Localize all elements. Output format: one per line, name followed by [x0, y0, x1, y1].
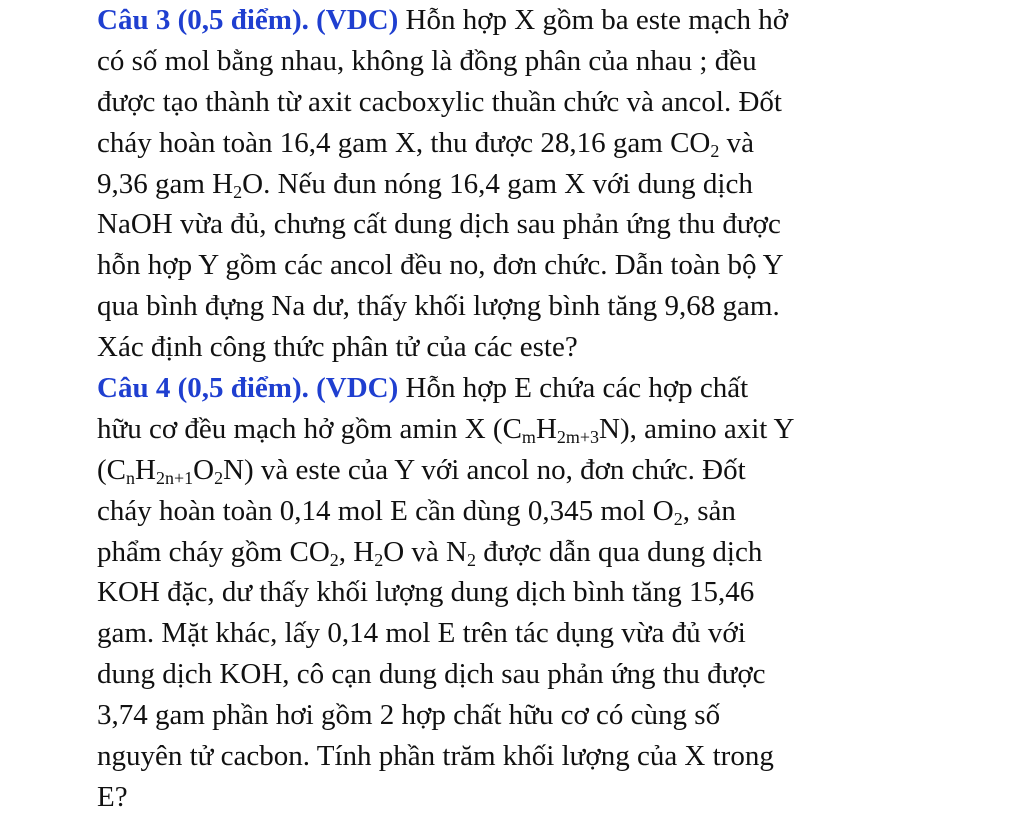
question-3	[97, 0, 912, 368]
document-page	[97, 0, 912, 818]
q3-text-1: Hỗn hợp X gồm ba este mạch hở	[398, 4, 789, 36]
q4-text-5b: , H	[338, 535, 375, 568]
q4-text-4a: cháy hoàn toàn 0,14 mol E cần dùng 0,345 mol O	[97, 494, 674, 527]
q3-line-7: hỗn hợp Y gồm các ancol đều no, đơn chức. Dẫn toàn bộ Y	[97, 249, 784, 282]
q4-text-1: Hỗn hợp E chứa các hợp chất	[398, 372, 749, 405]
subscript: 2n+1	[155, 467, 194, 488]
subscript: 2	[214, 467, 224, 488]
q4-text-2b: H	[535, 412, 557, 445]
q4-text-3b: H	[135, 453, 156, 486]
q4-text-3a: (C	[97, 453, 126, 486]
q3-line-3: được tạo thành từ axit cacboxylic thuần chức và ancol. Đốt	[97, 85, 782, 118]
q3-line-9: Xác định công thức phân tử của các este?	[97, 331, 578, 364]
q4-text-3d: N) và este của Y với ancol no, đơn chức. Đốt	[223, 453, 746, 486]
q4-text-3c: O	[193, 453, 215, 486]
q4-line-1	[97, 368, 912, 409]
q4-line-7: gam. Mặt khác, lấy 0,14 mol E trên tác dụng vừa đủ với	[97, 617, 746, 650]
q3-line-1	[97, 0, 912, 41]
subscript: m	[521, 426, 536, 447]
q4-line-3	[97, 450, 912, 491]
q4-line-8: dung dịch KOH, cô cạn dung dịch sau phản ứng thu được	[97, 658, 766, 691]
q3-text-5b: O. Nếu đun nóng 16,4 gam X với dung dịch	[242, 167, 753, 200]
q4-line-5	[97, 532, 912, 573]
q4-line-11: E?	[97, 780, 128, 813]
subscript: 2m+3	[556, 426, 600, 447]
q4-heading: Câu 4 (0,5 điểm). (VDC)	[97, 372, 399, 405]
q4-text-5d: được dẫn qua dung dịch	[475, 535, 763, 568]
subscript: 2	[673, 508, 683, 529]
q3-line-8: qua bình đựng Na dư, thấy khối lượng bình tăng 9,68 gam.	[97, 290, 780, 323]
subscript: 2	[233, 181, 243, 202]
q3-text-5a: 9,36 gam H	[97, 167, 234, 200]
q4-text-4b: , sản	[682, 494, 736, 527]
subscript: 2	[329, 549, 339, 570]
q4-line-2	[97, 409, 912, 450]
q4-text-2a: hữu cơ đều mạch hở gồm amin X (C	[97, 412, 522, 445]
q4-line-10: nguyên tử cacbon. Tính phần trăm khối lượng của X trong	[97, 740, 774, 773]
q4-line-6: KOH đặc, dư thấy khối lượng dung dịch bình tăng 15,46	[97, 576, 755, 609]
subscript: 2	[466, 549, 476, 570]
subscript: 2	[710, 140, 720, 161]
q4-line-4	[97, 491, 912, 532]
q3-line-2: có số mol bằng nhau, không là đồng phân của nhau ; đều	[97, 44, 757, 77]
q4-text-5c: O và N	[383, 535, 467, 568]
subscript: n	[126, 467, 135, 488]
subscript: 2	[374, 549, 384, 570]
q3-line-5	[97, 164, 912, 205]
question-4	[97, 368, 912, 818]
q3-line-4	[97, 123, 912, 164]
q3-line-6: NaOH vừa đủ, chưng cất dung dịch sau phản ứng thu được	[97, 208, 781, 241]
q4-text-5a: phẩm cháy gồm CO	[97, 535, 330, 568]
q4-text-2c: N), amino axit Y	[599, 412, 795, 445]
q4-line-9: 3,74 gam phần hơi gồm 2 hợp chất hữu cơ có cùng số	[97, 699, 721, 732]
q3-text-4b: và	[719, 126, 754, 159]
q3-text-4a: cháy hoàn toàn 16,4 gam X, thu được 28,16 gam CO	[97, 126, 711, 159]
q3-heading: Câu 3 (0,5 điểm). (VDC)	[97, 4, 399, 36]
